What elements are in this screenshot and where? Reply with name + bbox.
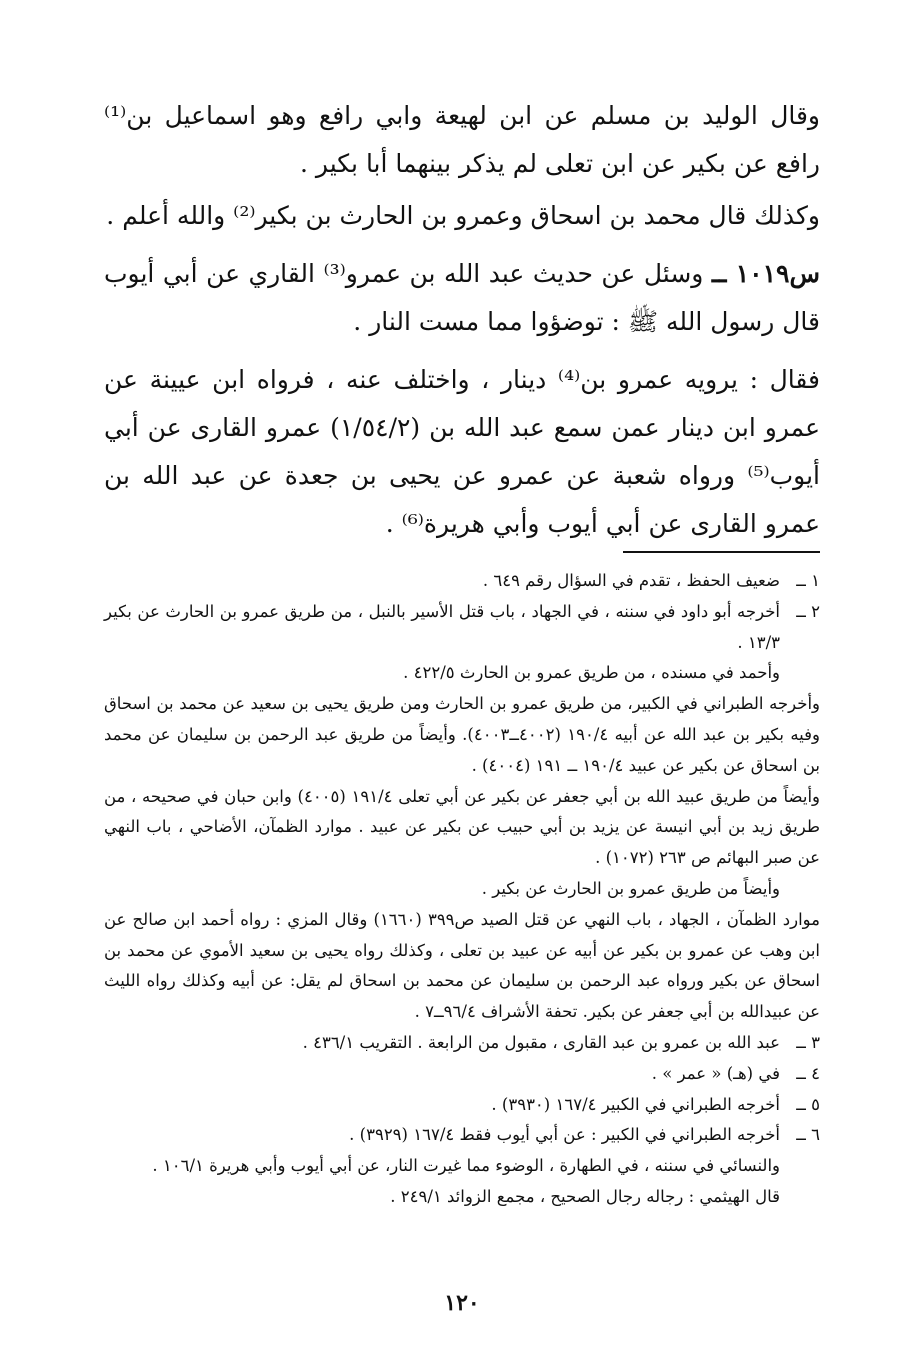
footnote-2-continuation-1: وأحمد في مسنده ، من طريق عمرو بن الحارث ٤٢٢/٥ . bbox=[403, 663, 780, 683]
footnote-6 bbox=[104, 1120, 820, 1151]
footnote-text: أخرجه الطبراني في الكبير : عن أبي أيوب فقط ١٦٧/٤ (٣٩٢٩) . bbox=[349, 1125, 780, 1145]
footnote-2-continuation-4: وأيضاً من طريق عمرو بن الحارث عن بكير . bbox=[481, 878, 780, 898]
footnote-2 bbox=[104, 597, 820, 659]
footnote-text: في (هـ) « عمر » . bbox=[651, 1063, 780, 1083]
answer-paragraph: فقال : يرويه عمرو بن⁽⁴⁾ دينار ، واختلف عنه ، فرواه ابن عيينة عن عمرو ابن دينار عمن سمع عبد الله بن (١/٥٤/٢) عمرو القارى عن أبي أيوب⁽⁵⁾ ورواه شعبة عن عمرو عن يحيى بن جعدة عن عبد الله بن عمرو القارى عن أبي أيوب وأبي هريرة⁽⁶⁾ . bbox=[104, 365, 821, 538]
footnote-number: ٥ ــ bbox=[796, 1094, 820, 1114]
footnote-2-continuation-3: وأيضاً من طريق عبيد الله بن أبي جعفر عن بكير عن أبي تعلى ١٩١/٤ (٤٠٠٥) وابن حبان في صحيحه ، من طريق زيد بن أبي انيسة عن يزيد بن أبي حبيب عن بكير عن عبيد . موارد الظمآن، الأضاحي ، باب النهي عن صبر البهائم ص ٢٦٣ (١٠٧٢) . bbox=[104, 786, 820, 868]
footnote-text: أخرجه الطبراني في الكبير ١٦٧/٤ (٣٩٣٠) . bbox=[491, 1094, 780, 1114]
footnote-3 bbox=[104, 1028, 820, 1059]
paragraph-1: وقال الوليد بن مسلم عن ابن لهيعة وابي رافع وهو اسماعيل بن⁽¹⁾ رافع عن بكير عن ابن تعلى لم يذكر بينهما أبا بكير . bbox=[104, 101, 820, 178]
footnote-text: أخرجه أبو داود في سننه ، في الجهاد ، باب قتل الأسير بالنبل ، من طريق عمرو بن الحارث عن بكير ١٣/٣ . bbox=[104, 601, 780, 652]
question-paragraph bbox=[104, 250, 820, 346]
footnote-2-continuation-5: موارد الظمآن ، الجهاد ، باب النهي عن قتل الصيد ص٣٩٩ (١٦٦٠) وقال المزي : رواه أحمد ابن صالح عن ابن وهب عن عمرو بن بكير عن أبيه عن عبيد بن تعلى ، وكذلك رواه يحيى بن سعيد الأموي عن محمد بن اسحاق عن بكير ورواه عبد الرحمن بن سليمان عن محمد بن اسحاق لم يقل: عن أبيه وكذلك رواه الليث عن عبيدالله بن أبي جعفر عن بكير. تحفة الأشراف ٩٦/٤ــ٧ . bbox=[104, 909, 821, 1022]
footnote-6-continuation-1: والنسائي في سننه ، في الطهارة ، الوضوء مما غيرت النار، عن أبي أيوب وأبي هريرة ١٠٦/١ . bbox=[152, 1156, 780, 1176]
footnote-4 bbox=[104, 1059, 820, 1090]
footnote-1 bbox=[104, 566, 820, 597]
footnote-number: ٤ ــ bbox=[796, 1063, 820, 1083]
footnote-number: ٢ ــ bbox=[796, 601, 820, 621]
paragraph-2: وكذلك قال محمد بن اسحاق وعمرو بن الحارث بن بكير⁽²⁾ والله أعلم . bbox=[106, 201, 820, 230]
question-text: وسئل عن حديث عبد الله بن عمرو⁽³⁾ القاري عن أبي أيوب قال رسول الله ﷺ : توضؤوا مما مست النار . bbox=[104, 259, 820, 336]
main-text bbox=[104, 92, 820, 558]
footnotes bbox=[104, 566, 820, 1213]
footnote-text: عبد الله بن عمرو بن عبد القارى ، مقبول من الرابعة . التقريب ٤٣٦/١ . bbox=[302, 1032, 780, 1052]
page-number: ١٢٠ bbox=[444, 1290, 480, 1316]
footnote-5 bbox=[104, 1090, 820, 1121]
footnote-number: ٦ ــ bbox=[796, 1125, 820, 1145]
footnote-number: ٣ ــ bbox=[796, 1032, 820, 1052]
footnote-number: ١ ــ bbox=[796, 571, 820, 590]
footnote-text: ضعيف الحفظ ، تقدم في السؤال رقم ٦٤٩ . bbox=[482, 571, 780, 590]
footnote-2-continuation-2: وأخرجه الطبراني في الكبير، من طريق عمرو بن الحارث ومن طريق يحيى بن سعيد عن محمد بن اسحاق وفيه بكير بن عبد الله عن أبيه ١٩٠/٤ (٤٠٠٢ــ٤٠٠٣). وأيضاً من طريق عبد الرحمن بن سليمان عن محمد بن اسحاق عن بكير عن عبيد ١٩٠/٤ ــ ١٩١ (٤٠٠٤) . bbox=[104, 694, 820, 775]
question-number: س١٠١٩ ــ bbox=[711, 259, 820, 288]
footnote-separator bbox=[623, 551, 820, 553]
footnote-6-continuation-2: قال الهيثمي : رجاله رجال الصحيح ، مجمع الزوائد ٢٤٩/١ . bbox=[390, 1186, 780, 1206]
